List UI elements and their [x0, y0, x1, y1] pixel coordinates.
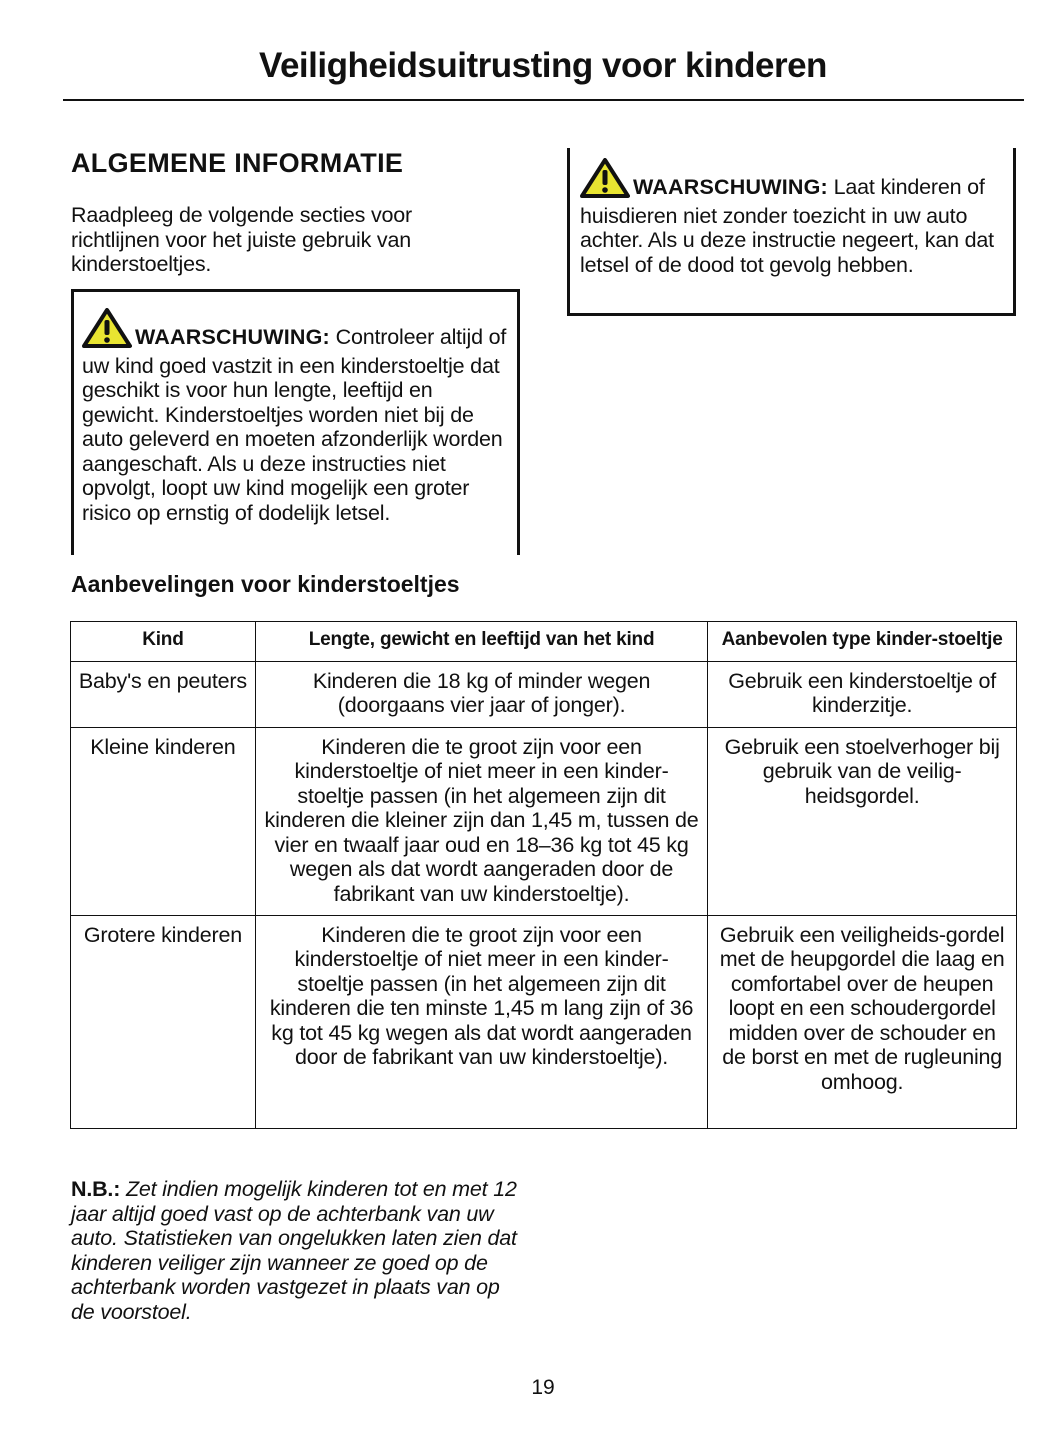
table-cell: Grotere kinderen	[71, 915, 256, 1128]
table-cell: Gebruik een kinderstoeltje of kinderzitje.	[708, 661, 1017, 727]
title-divider	[63, 99, 1024, 101]
page-number: 19	[531, 1376, 555, 1399]
warning-text: Laat kinderen of huisdieren niet zonder toezicht in uw auto achter. Als u deze instructie negeert, kan dat letsel of de dood tot gevolg hebben.	[580, 175, 994, 277]
page-title: Veiligheidsuitrusting voor kinderen	[259, 46, 827, 85]
note-label: N.B.:	[71, 1177, 121, 1201]
table-cell: Gebruik een stoelverhoger bij gebruik van de veilig-heidsgordel.	[708, 727, 1017, 915]
warning-triangle-icon	[82, 308, 132, 354]
intro-paragraph: Raadpleeg de volgende secties voor richtlijnen voor het juiste gebruik van kinderstoeltjes.	[71, 203, 413, 276]
table-cell: Kleine kinderen	[71, 727, 256, 915]
warning-box-supervision-seat	[71, 289, 520, 555]
table-cell: Kinderen die te groot zijn voor een kinderstoeltje of niet meer in een kinder-stoeltje passen (in het algemeen zijn dit kinderen die kleiner zijn dan 1,45 m, tussen de vier en twaalf jaar oud en 18–36 kg tot 45 kg wegen als dat wordt aangeraden door de fabrikant van uw kinderstoeltje).	[255, 727, 707, 915]
warning-triangle-icon	[580, 158, 630, 204]
column-header: Aanbevolen type kinder-stoeltje	[708, 622, 1017, 662]
note-text: Zet indien mogelijk kinderen tot en met 12 jaar altijd goed vast op de achterbank van uw auto. Statistieken van ongelukken laten zien dat kinderen veiliger zijn wanneer ze goed op de achterbank worden vastgezet in plaats van op de voorstoel.	[71, 1177, 517, 1324]
table-cell: Kinderen die 18 kg of minder wegen (doorgaans vier jaar of jonger).	[255, 661, 707, 727]
table-row	[71, 915, 1017, 1128]
warning-text: Controleer altijd of uw kind goed vastzit in een kinderstoeltje dat geschikt is voor hun lengte, leeftijd en gewicht. Kinderstoeltjes worden niet bij de auto geleverd en moeten afzonderlijk worden aangeschaft. Als u deze instructies niet opvolgt, loopt uw kind mogelijk een groter risico op ernstig of dodelijk letsel.	[82, 325, 507, 525]
column-header: Kind	[71, 622, 256, 662]
section-heading: ALGEMENE INFORMATIE	[71, 148, 404, 178]
warning-box-unattended	[567, 148, 1016, 316]
table-cell: Gebruik een veiligheids-gordel met de heupgordel die laag en comfortabel over de heupen loopt en een schoudergordel midden over de schouder en de borst en met de rugleuning omhoog.	[708, 915, 1017, 1128]
table-row	[71, 727, 1017, 915]
warning-label: WAARSCHUWING:	[633, 175, 828, 199]
note-paragraph	[71, 1177, 526, 1324]
table-header-row	[71, 622, 1017, 662]
table-cell: Kinderen die te groot zijn voor een kinderstoeltje of niet meer in een kinder-stoeltje passen (in het algemeen zijn dit kinderen die ten minste 1,45 m lang zijn of 36 kg tot 45 kg wegen als dat wordt aangeraden door de fabrikant van uw kinderstoeltje).	[255, 915, 707, 1128]
recommendations-heading: Aanbevelingen voor kinderstoeltjes	[71, 571, 460, 597]
column-header: Lengte, gewicht en leeftijd van het kind	[255, 622, 707, 662]
recommendations-table	[70, 621, 1017, 1129]
warning-label: WAARSCHUWING:	[135, 325, 330, 349]
table-row	[71, 661, 1017, 727]
table-cell: Baby's en peuters	[71, 661, 256, 727]
